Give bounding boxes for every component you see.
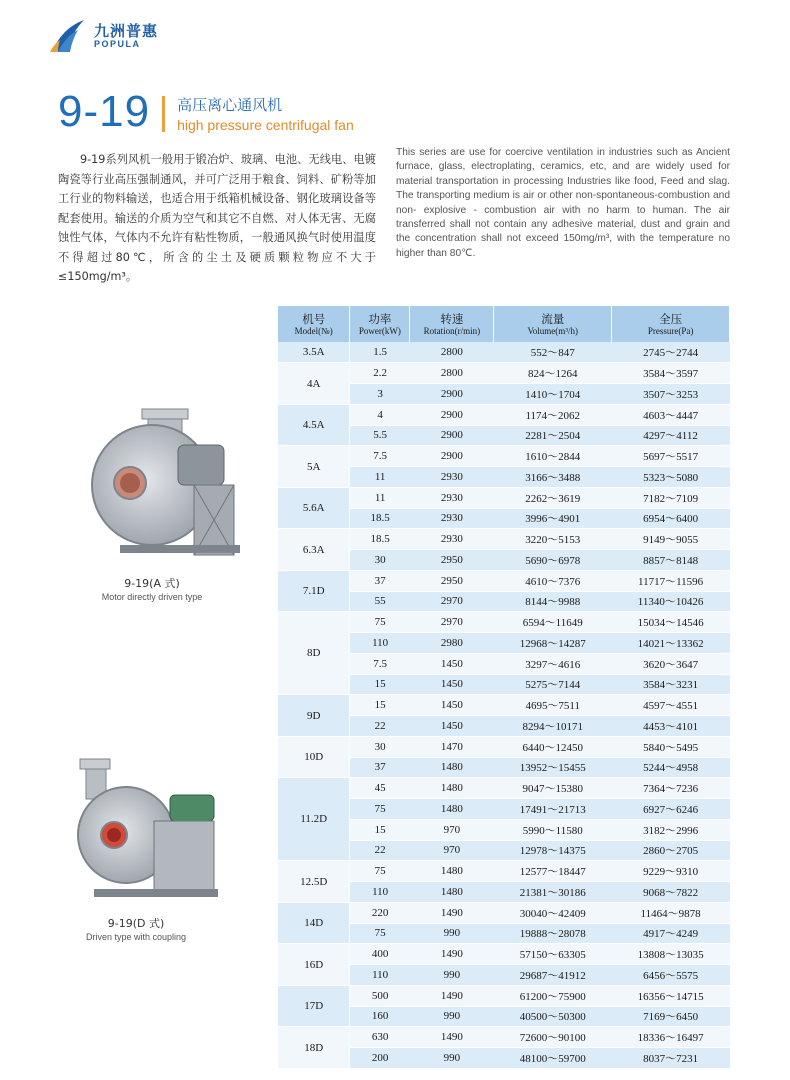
- rotation-cell: 2930: [410, 529, 494, 550]
- power-cell: 11: [350, 487, 410, 508]
- power-cell: 110: [350, 882, 410, 903]
- page-title: [58, 88, 354, 136]
- model-cell: 3.5A: [278, 342, 350, 363]
- caption-d-type: [46, 915, 226, 942]
- rotation-cell: 2900: [410, 384, 494, 405]
- pressure-cell: 3620～3647: [612, 653, 730, 674]
- pressure-cell: 9149～9055: [612, 529, 730, 550]
- power-cell: 30: [350, 550, 410, 571]
- fan-a-type-image: [90, 385, 250, 565]
- rotation-cell: 1450: [410, 716, 494, 737]
- rotation-cell: 2930: [410, 508, 494, 529]
- volume-cell: 30040～42409: [494, 902, 612, 923]
- table-row: [278, 861, 730, 882]
- header-model: 机号 Model(№): [278, 306, 350, 342]
- power-cell: 30: [350, 736, 410, 757]
- pressure-cell: 5244～4958: [612, 757, 730, 778]
- volume-cell: 29687～41912: [494, 965, 612, 986]
- volume-cell: 12978～14375: [494, 840, 612, 861]
- table-row: [278, 570, 730, 591]
- rotation-cell: 990: [410, 1048, 494, 1069]
- brand-name-cn: 九洲普惠: [94, 22, 159, 40]
- description-cn: 9-19系列风机一般用于锻冶炉、玻璃、电池、无线电、电镀陶瓷等行业高压强制通风，并可广泛用于粮食、饲料、矿粉等加工行业的物料输送，也适合用于纸箱机械设备、钢化玻璃设备等配套使用。输送的介质为空气和其它不自燃、对人体无害、无腐蚀性气体，气体内不允许有粘性物质，一般通风换气时使用温度不得超过80℃，所含的尘土及硬质颗粒物应不大于≤150mg/m³。: [58, 153, 376, 283]
- pressure-cell: 9068～7822: [612, 882, 730, 903]
- pressure-cell: 3507～3253: [612, 384, 730, 405]
- rotation-cell: 2970: [410, 591, 494, 612]
- volume-cell: 6440～12450: [494, 736, 612, 757]
- model-cell: 18D: [278, 1027, 350, 1069]
- pressure-cell: 13808～13035: [612, 944, 730, 965]
- table-row: [278, 1027, 730, 1048]
- table-row: [278, 902, 730, 923]
- volume-cell: 1610～2844: [494, 446, 612, 467]
- pressure-cell: 5840～5495: [612, 736, 730, 757]
- volume-cell: 12577～18447: [494, 861, 612, 882]
- volume-cell: 5275～7144: [494, 674, 612, 695]
- power-cell: 18.5: [350, 508, 410, 529]
- rotation-cell: 970: [410, 840, 494, 861]
- pressure-cell: 8037～7231: [612, 1048, 730, 1069]
- table-row: [278, 695, 730, 716]
- pressure-cell: 4453～4101: [612, 716, 730, 737]
- rotation-cell: 2930: [410, 467, 494, 488]
- rotation-cell: 1480: [410, 799, 494, 820]
- volume-cell: 9047～15380: [494, 778, 612, 799]
- volume-cell: 72600～90100: [494, 1027, 612, 1048]
- brand-logo: [48, 18, 158, 54]
- table-row: [278, 342, 730, 363]
- pressure-cell: 11340～10426: [612, 591, 730, 612]
- table-row: [278, 778, 730, 799]
- power-cell: 4: [350, 404, 410, 425]
- power-cell: 5.5: [350, 425, 410, 446]
- volume-cell: 19888～28078: [494, 923, 612, 944]
- header-power: 功率 Power(kW): [350, 306, 410, 342]
- model-cell: 7.1D: [278, 570, 350, 612]
- model-cell: 6.3A: [278, 529, 350, 571]
- power-cell: 37: [350, 570, 410, 591]
- power-cell: 7.5: [350, 446, 410, 467]
- volume-cell: 3166～3488: [494, 467, 612, 488]
- table-row: [278, 487, 730, 508]
- power-cell: 15: [350, 695, 410, 716]
- pressure-cell: 9229～9310: [612, 861, 730, 882]
- model-cell: 4.5A: [278, 404, 350, 446]
- power-cell: 45: [350, 778, 410, 799]
- rotation-cell: 2900: [410, 404, 494, 425]
- volume-cell: 8144～9988: [494, 591, 612, 612]
- model-cell: 14D: [278, 902, 350, 944]
- pressure-cell: 16356～14715: [612, 985, 730, 1006]
- pressure-cell: 4597～4551: [612, 695, 730, 716]
- power-cell: 22: [350, 716, 410, 737]
- header-pressure: 全压 Pressure(Pa): [612, 306, 730, 342]
- pressure-cell: 14021～13362: [612, 633, 730, 654]
- volume-cell: 1410～1704: [494, 384, 612, 405]
- caption-a-cn: 9-19(A 式): [124, 577, 180, 590]
- fan-d-type-image: [74, 755, 224, 905]
- pressure-cell: 3584～3597: [612, 363, 730, 384]
- volume-cell: 8294～10171: [494, 716, 612, 737]
- volume-cell: 57150～63305: [494, 944, 612, 965]
- power-cell: 1.5: [350, 342, 410, 363]
- rotation-cell: 990: [410, 923, 494, 944]
- pressure-cell: 3584～3231: [612, 674, 730, 695]
- power-cell: 11: [350, 467, 410, 488]
- title-cn: 高压离心通风机: [177, 96, 283, 114]
- pressure-cell: 7364～7236: [612, 778, 730, 799]
- rotation-cell: 2950: [410, 570, 494, 591]
- volume-cell: 61200～75900: [494, 985, 612, 1006]
- rotation-cell: 1480: [410, 757, 494, 778]
- table-row: [278, 404, 730, 425]
- model-cell: 17D: [278, 985, 350, 1027]
- rotation-cell: 990: [410, 965, 494, 986]
- caption-a-type: [62, 575, 242, 602]
- pressure-cell: 7169～6450: [612, 1006, 730, 1027]
- pressure-cell: 5323～5080: [612, 467, 730, 488]
- power-cell: 200: [350, 1048, 410, 1069]
- pressure-cell: 2860～2705: [612, 840, 730, 861]
- rotation-cell: 1450: [410, 695, 494, 716]
- power-cell: 37: [350, 757, 410, 778]
- power-cell: 220: [350, 902, 410, 923]
- power-cell: 75: [350, 799, 410, 820]
- rotation-cell: 1450: [410, 653, 494, 674]
- volume-cell: 552～847: [494, 342, 612, 363]
- rotation-cell: 1490: [410, 985, 494, 1006]
- rotation-cell: 2970: [410, 612, 494, 633]
- volume-cell: 5990～11580: [494, 819, 612, 840]
- title-en: high pressure centrifugal fan: [177, 117, 354, 133]
- pressure-cell: 4603～4447: [612, 404, 730, 425]
- table-row: [278, 446, 730, 467]
- pressure-cell: 8857～8148: [612, 550, 730, 571]
- power-cell: 75: [350, 861, 410, 882]
- pressure-cell: 6954～6400: [612, 508, 730, 529]
- rotation-cell: 2900: [410, 425, 494, 446]
- power-cell: 630: [350, 1027, 410, 1048]
- header-rotation: 转速 Rotation(r/min): [410, 306, 494, 342]
- pressure-cell: 11464～9878: [612, 902, 730, 923]
- power-cell: 160: [350, 1006, 410, 1027]
- volume-cell: 3297～4616: [494, 653, 612, 674]
- pressure-cell: 3182～2996: [612, 819, 730, 840]
- pressure-cell: 4917～4249: [612, 923, 730, 944]
- rotation-cell: 2980: [410, 633, 494, 654]
- brand-name-en: POPULA: [94, 39, 141, 49]
- header-volume: 流量 Volume(m³/h): [494, 306, 612, 342]
- power-cell: 75: [350, 612, 410, 633]
- power-cell: 18.5: [350, 529, 410, 550]
- model-cell: 4A: [278, 363, 350, 405]
- power-cell: 2.2: [350, 363, 410, 384]
- pressure-cell: 4297～4112: [612, 425, 730, 446]
- rotation-cell: 1490: [410, 944, 494, 965]
- volume-cell: 21381～30186: [494, 882, 612, 903]
- rotation-cell: 2930: [410, 487, 494, 508]
- model-cell: 12.5D: [278, 861, 350, 903]
- pressure-cell: 11717～11596: [612, 570, 730, 591]
- rotation-cell: 1490: [410, 902, 494, 923]
- volume-cell: 2262～3619: [494, 487, 612, 508]
- volume-cell: 1174～2062: [494, 404, 612, 425]
- model-cell: 9D: [278, 695, 350, 737]
- caption-d-cn: 9-19(D 式): [107, 917, 165, 930]
- power-cell: 7.5: [350, 653, 410, 674]
- model-cell: 16D: [278, 944, 350, 986]
- rotation-cell: 2900: [410, 446, 494, 467]
- description-en: This series are use for coercive ventilation in industries such as Ancient furnace, glass, electroplating, ceramics, etc, and are widely used for material transportation in processing Industries like food, Feed and slag. The transporting medium is air or other non-spontaneous-combustion and non- explosive - combustion air with no harm to human. The air transferred shall not contain any adhesive material, dust and grain and the concentration shall not exceed 150mg/m³, with the temperature no higher than 80℃.: [396, 147, 730, 259]
- pressure-cell: 7182～7109: [612, 487, 730, 508]
- rotation-cell: 970: [410, 819, 494, 840]
- pressure-cell: 18336～16497: [612, 1027, 730, 1048]
- power-cell: 110: [350, 965, 410, 986]
- model-cell: 5A: [278, 446, 350, 488]
- table-row: [278, 944, 730, 965]
- power-cell: 3: [350, 384, 410, 405]
- table-row: [278, 529, 730, 550]
- power-cell: 110: [350, 633, 410, 654]
- volume-cell: 40500～50300: [494, 1006, 612, 1027]
- volume-cell: 48100～59700: [494, 1048, 612, 1069]
- model-cell: 11.2D: [278, 778, 350, 861]
- volume-cell: 12968～14287: [494, 633, 612, 654]
- rotation-cell: 1490: [410, 1027, 494, 1048]
- table-row: [278, 985, 730, 1006]
- power-cell: 55: [350, 591, 410, 612]
- rotation-cell: 2800: [410, 342, 494, 363]
- volume-cell: 3220～5153: [494, 529, 612, 550]
- power-cell: 22: [350, 840, 410, 861]
- table-row: [278, 363, 730, 384]
- performance-table: [278, 306, 730, 1069]
- model-cell: 5.6A: [278, 487, 350, 529]
- model-number: 9-19: [58, 87, 151, 136]
- table-row: [278, 612, 730, 633]
- power-cell: 15: [350, 674, 410, 695]
- volume-cell: 824～1264: [494, 363, 612, 384]
- pressure-cell: 5697～5517: [612, 446, 730, 467]
- volume-cell: 13952～15455: [494, 757, 612, 778]
- volume-cell: 4610～7376: [494, 570, 612, 591]
- table-header-row: [278, 306, 730, 342]
- rotation-cell: 1450: [410, 674, 494, 695]
- table-row: [278, 736, 730, 757]
- brand-mark-icon: [48, 18, 88, 54]
- volume-cell: 2281～2504: [494, 425, 612, 446]
- volume-cell: 5690～6978: [494, 550, 612, 571]
- model-cell: 10D: [278, 736, 350, 778]
- power-cell: 400: [350, 944, 410, 965]
- power-cell: 500: [350, 985, 410, 1006]
- rotation-cell: 1480: [410, 882, 494, 903]
- model-cell: 8D: [278, 612, 350, 695]
- title-divider: [162, 96, 165, 132]
- pressure-cell: 6456～5575: [612, 965, 730, 986]
- caption-a-en: Motor directly driven type: [101, 592, 203, 602]
- volume-cell: 3996～4901: [494, 508, 612, 529]
- power-cell: 15: [350, 819, 410, 840]
- volume-cell: 17491～21713: [494, 799, 612, 820]
- pressure-cell: 2745～2744: [612, 342, 730, 363]
- rotation-cell: 1470: [410, 736, 494, 757]
- pressure-cell: 15034～14546: [612, 612, 730, 633]
- pressure-cell: 6927～6246: [612, 799, 730, 820]
- rotation-cell: 1480: [410, 778, 494, 799]
- rotation-cell: 990: [410, 1006, 494, 1027]
- caption-d-en: Driven type with coupling: [85, 932, 187, 942]
- volume-cell: 4695～7511: [494, 695, 612, 716]
- rotation-cell: 2950: [410, 550, 494, 571]
- rotation-cell: 1480: [410, 861, 494, 882]
- rotation-cell: 2800: [410, 363, 494, 384]
- power-cell: 75: [350, 923, 410, 944]
- volume-cell: 6594～11649: [494, 612, 612, 633]
